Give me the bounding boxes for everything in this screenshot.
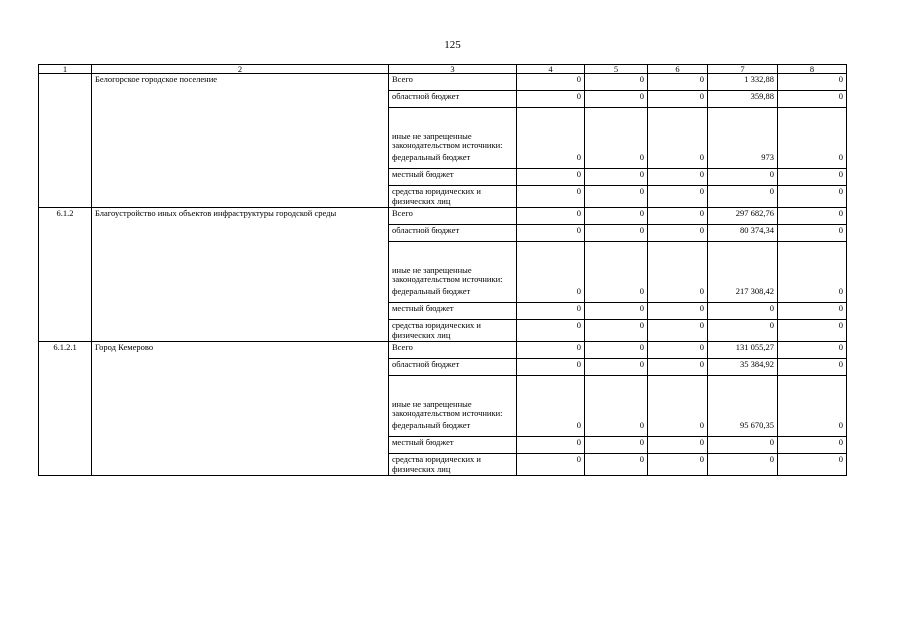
value-cell: 0 (778, 437, 847, 454)
value-cell: 0 (517, 225, 585, 242)
value-cell (708, 108, 778, 152)
value-cell: 131 055,27 (708, 342, 778, 359)
value-cell: 0 (517, 169, 585, 186)
funding-source-label: средства юридических и физических лиц (389, 320, 517, 342)
section-name: Белогорское городское поселение (92, 74, 389, 208)
value-cell (778, 108, 847, 152)
column-header: 8 (778, 65, 847, 74)
funding-source-label: средства юридических и физических лиц (389, 454, 517, 476)
value-cell: 0 (778, 320, 847, 342)
value-cell: 0 (648, 320, 708, 342)
value-cell: 0 (778, 169, 847, 186)
column-header: 3 (389, 65, 517, 74)
value-cell: 0 (585, 359, 648, 376)
value-cell: 0 (517, 420, 585, 437)
value-cell: 0 (778, 420, 847, 437)
value-cell: 0 (585, 186, 648, 208)
value-cell: 0 (648, 74, 708, 91)
value-cell: 297 682,76 (708, 208, 778, 225)
value-cell: 0 (648, 342, 708, 359)
value-cell (517, 108, 585, 152)
value-cell: 0 (778, 91, 847, 108)
funding-source-label: Всего (389, 74, 517, 91)
value-cell: 0 (585, 91, 648, 108)
value-cell: 359,88 (708, 91, 778, 108)
value-cell: 0 (648, 437, 708, 454)
value-cell: 0 (648, 91, 708, 108)
value-cell: 0 (517, 286, 585, 303)
value-cell: 0 (708, 169, 778, 186)
header-row (39, 65, 847, 74)
value-cell: 0 (648, 420, 708, 437)
value-cell: 0 (585, 74, 648, 91)
table-row (39, 342, 847, 359)
budget-table (38, 64, 847, 476)
value-cell: 0 (517, 454, 585, 476)
value-cell: 0 (517, 74, 585, 91)
value-cell: 0 (708, 303, 778, 320)
funding-source-label: иные не запрещенные законодательством источники: (389, 108, 517, 152)
column-header: 2 (92, 65, 389, 74)
value-cell: 0 (517, 359, 585, 376)
value-cell: 0 (778, 303, 847, 320)
value-cell: 95 670,35 (708, 420, 778, 437)
funding-source-label: Всего (389, 208, 517, 225)
funding-source-label: местный бюджет (389, 303, 517, 320)
value-cell: 0 (517, 342, 585, 359)
value-cell: 0 (585, 152, 648, 169)
value-cell: 0 (778, 225, 847, 242)
value-cell (648, 376, 708, 420)
column-header: 4 (517, 65, 585, 74)
value-cell: 0 (648, 303, 708, 320)
value-cell: 0 (648, 359, 708, 376)
column-header: 6 (648, 65, 708, 74)
value-cell: 0 (517, 91, 585, 108)
value-cell: 0 (585, 225, 648, 242)
table-row (39, 74, 847, 91)
funding-source-label: федеральный бюджет (389, 152, 517, 169)
value-cell: 0 (648, 152, 708, 169)
funding-source-label: иные не запрещенные законодательством источники: (389, 376, 517, 420)
value-cell: 217 308,42 (708, 286, 778, 303)
page-number: 125 (444, 39, 461, 51)
funding-source-label: областной бюджет (389, 225, 517, 242)
value-cell (517, 376, 585, 420)
value-cell: 1 332,88 (708, 74, 778, 91)
value-cell: 0 (648, 208, 708, 225)
value-cell (517, 242, 585, 286)
value-cell: 0 (517, 320, 585, 342)
section-name: Город Кемерово (92, 342, 389, 476)
value-cell: 0 (517, 152, 585, 169)
value-cell: 0 (778, 286, 847, 303)
value-cell (648, 242, 708, 286)
funding-source-label: иные не запрещенные законодательством источники: (389, 242, 517, 286)
funding-source-label: средства юридических и физических лиц (389, 186, 517, 208)
funding-source-label: областной бюджет (389, 359, 517, 376)
column-header: 7 (708, 65, 778, 74)
value-cell: 0 (778, 74, 847, 91)
table-body (39, 74, 847, 476)
value-cell: 0 (585, 420, 648, 437)
value-cell: 0 (778, 454, 847, 476)
value-cell: 0 (585, 303, 648, 320)
funding-source-label: местный бюджет (389, 437, 517, 454)
value-cell (585, 242, 648, 286)
value-cell: 0 (708, 437, 778, 454)
table-row (39, 208, 847, 225)
value-cell: 0 (648, 225, 708, 242)
value-cell: 0 (585, 342, 648, 359)
value-cell: 0 (648, 186, 708, 208)
value-cell: 973 (708, 152, 778, 169)
value-cell (708, 376, 778, 420)
value-cell: 80 374,34 (708, 225, 778, 242)
value-cell (708, 242, 778, 286)
value-cell: 0 (648, 169, 708, 186)
funding-source-label: местный бюджет (389, 169, 517, 186)
column-header: 1 (39, 65, 92, 74)
value-cell: 0 (778, 186, 847, 208)
value-cell: 35 384,92 (708, 359, 778, 376)
value-cell: 0 (708, 320, 778, 342)
value-cell: 0 (778, 359, 847, 376)
value-cell: 0 (585, 208, 648, 225)
section-code (39, 74, 92, 208)
funding-source-label: федеральный бюджет (389, 286, 517, 303)
funding-source-label: федеральный бюджет (389, 420, 517, 437)
value-cell: 0 (778, 208, 847, 225)
section-name: Благоустройство иных объектов инфраструктуры городской среды (92, 208, 389, 342)
value-cell (778, 242, 847, 286)
value-cell (585, 376, 648, 420)
value-cell: 0 (648, 454, 708, 476)
value-cell: 0 (708, 454, 778, 476)
value-cell: 0 (708, 186, 778, 208)
value-cell: 0 (517, 303, 585, 320)
value-cell: 0 (585, 169, 648, 186)
funding-source-label: областной бюджет (389, 91, 517, 108)
value-cell (778, 376, 847, 420)
value-cell: 0 (778, 342, 847, 359)
column-header: 5 (585, 65, 648, 74)
value-cell: 0 (585, 437, 648, 454)
value-cell: 0 (517, 437, 585, 454)
value-cell (648, 108, 708, 152)
section-code: 6.1.2.1 (39, 342, 92, 476)
value-cell: 0 (585, 286, 648, 303)
value-cell: 0 (585, 454, 648, 476)
value-cell: 0 (585, 320, 648, 342)
value-cell: 0 (648, 286, 708, 303)
value-cell: 0 (517, 186, 585, 208)
value-cell: 0 (517, 208, 585, 225)
value-cell (585, 108, 648, 152)
section-code: 6.1.2 (39, 208, 92, 342)
funding-source-label: Всего (389, 342, 517, 359)
value-cell: 0 (778, 152, 847, 169)
